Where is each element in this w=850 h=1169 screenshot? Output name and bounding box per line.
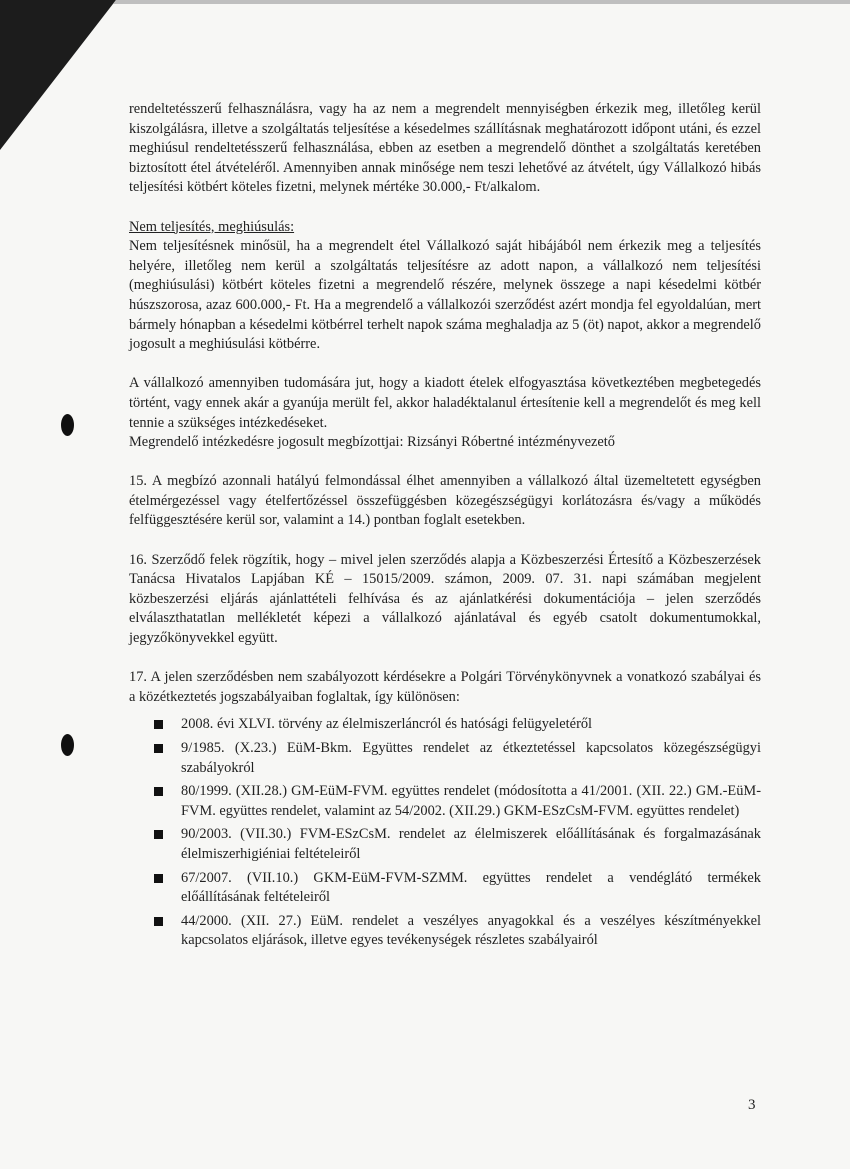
bullet-square-icon	[154, 720, 163, 729]
paragraph-continuation: rendeltetésszerű felhasználásra, vagy ha az nem a megrendelt mennyiségben érkezik meg, illetőleg kerül kiszolgálásra, illetve a szolgáltatás teljesítése a késedelmes szállításnak meghatározott időpont utáni, és ezzel meghiúsul rendeltetésszerű felhasználása, ebben az esetben a megrendelő dönthet a szolgáltatás keretében biztosított étel átvételéről. Amennyiben annak minősége nem teszi lehetővé az átvételt, úgy Vállalkozó hibás teljesítési kötbért köteles fizetni, melynek mértéke 30.000,- Ft/alkalom.	[129, 101, 761, 196]
list-item: 80/1999. (XII.28.) GM-EüM-FVM. együttes rendelet (módosította a 41/2001. (XII. 22.) GM.-EüM-FVM. együttes rendelet, valamint az 54/2002. (XII.29.) GKM-ESzCsM-FVM. együttes rendelet)	[154, 782, 761, 821]
page-number: 3	[748, 1097, 756, 1113]
notice-contact: Megrendelő intézkedésre jogosult megbízottjai: Rizsányi Róbertné intézményvezető	[129, 434, 615, 451]
scan-edge	[0, 0, 850, 4]
list-item: 90/2003. (VII.30.) FVM-ESzCsM. rendelet az élelmiszerek előállításának és forgalmazásának élelmiszerhigiéniai feltételeiről	[154, 825, 761, 864]
section-heading: Nem teljesítés, meghiúsulás:	[129, 218, 295, 235]
list-item: 9/1985. (X.23.) EüM-Bkm. Együttes rendelet az étkeztetéssel kapcsolatos közegészségügyi szabályokról	[154, 739, 761, 778]
punch-hole	[61, 414, 74, 436]
bullet-square-icon	[154, 744, 163, 753]
list-item: 67/2007. (VII.10.) GKM-EüM-FVM-SZMM. együttes rendelet a vendéglátó termékek előállításának feltételeiről	[154, 869, 761, 908]
clause-15: 15. A megbízó azonnali hatályú felmondással élhet amennyiben a vállalkozó által üzemeltetett egységben ételmérgezéssel vagy ételfertőzéssel összefüggésben közegészségügyi korlátozásra és/vagy a működés felfüggesztésére kerül sor, valamint a 14.) pontban foglalt esetekben.	[129, 473, 761, 529]
punch-hole	[61, 734, 74, 756]
list-item: 2008. évi XLVI. törvény az élelmiszerláncról és hatósági felügyeletéről	[154, 715, 761, 735]
bullet-square-icon	[154, 874, 163, 883]
bullet-square-icon	[154, 787, 163, 796]
clause-17: 17. A jelen szerződésben nem szabályozott kérdésekre a Polgári Törvénykönyvnek a vonatkozó szabályai és a közétkeztetés jogszabályaiban foglaltak, így különösen:	[129, 669, 761, 705]
section-body: Nem teljesítésnek minősül, ha a megrendelt étel Vállalkozó saját hibájából nem érkezik meg a teljesítés helyére, illetőleg nem kerül a szolgáltatás teljesítésre az adott napon, a vállalkozó nem teljesítési (meghiúsulási) kötbért köteles fizetni a megrendelő részére, melynek összege a napi késedelmi kötbér húszszorosa, azaz 600.000,- Ft. Ha a megrendelő a vállalkozói szerződést azért mondja fel egyoldalúan, mert bármely hónapban a késedelmi kötbérrel terhelt napok száma meghaladja az 5 (öt) napot, akkor a megrendelő jogosult a meghiúsulási kötbérre.	[129, 238, 761, 353]
list-item: 44/2000. (XII. 27.) EüM. rendelet a veszélyes anyagokkal és a veszélyes készítményekkel kapcsolatos eljárások, illetve egyes tevékenységek részletes szabályairól	[154, 912, 761, 951]
document-body	[129, 100, 761, 955]
bullet-square-icon	[154, 917, 163, 926]
clause-16: 16. Szerződő felek rögzítik, hogy – mivel jelen szerződés alapja a Közbeszerzési Értesítő a Közbeszerzések Tanácsa Hivatalos Lapjában KÉ – 15015/2009. számon, 2009. 07. 31. napi számában megjelent közbeszerzési eljárás ajánlattételi felhívása és az ajánlatkérési dokumentációja – jelen szerződés elválaszthatatlan mellékletét képezi a vállalkozó ajánlatával és egyéb csatolt dokumentumokkal, jegyzőkönyvekkel együtt.	[129, 551, 761, 647]
law-list	[129, 715, 761, 951]
bullet-square-icon	[154, 830, 163, 839]
notice-paragraph: A vállalkozó amennyiben tudomására jut, hogy a kiadott ételek elfogyasztása következtében megbetegedés történt, vagy ennek akár a gyanúja merült fel, akkor haladéktalanul értesítenie kell a megrendelőt és meg kell tennie a szükséges intézkedéseket.	[129, 375, 761, 431]
